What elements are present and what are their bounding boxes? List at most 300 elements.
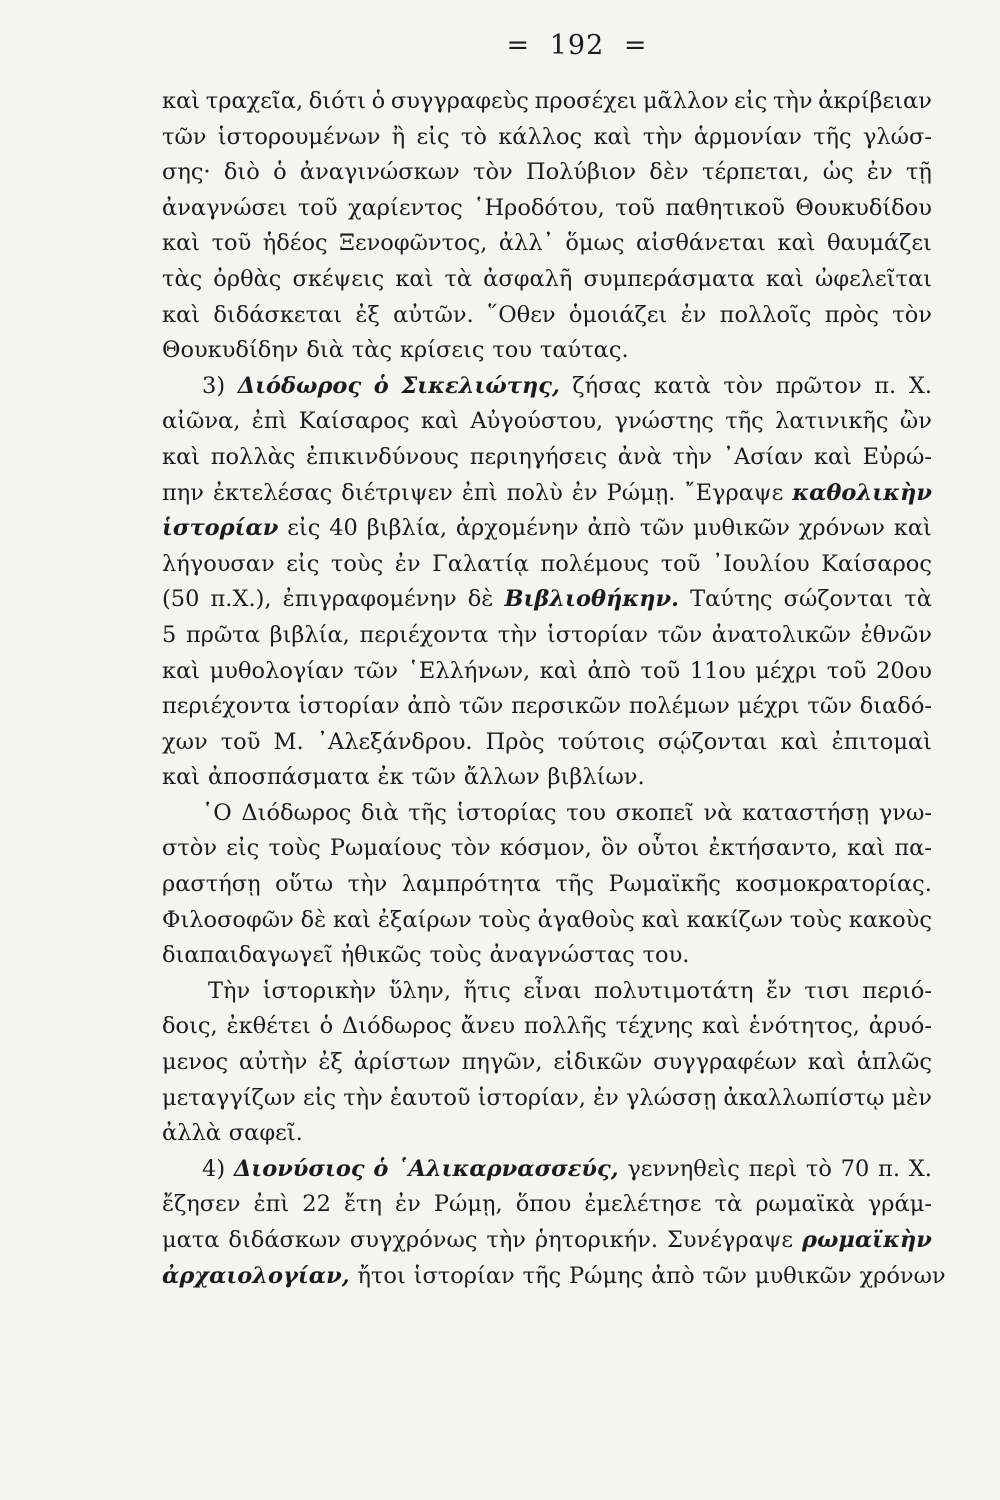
word: ἄλλων xyxy=(463,764,540,791)
word: καὶ xyxy=(777,230,816,257)
word: καὶ xyxy=(765,265,804,292)
word: 4) xyxy=(202,1155,226,1182)
word: πρῶτον xyxy=(775,372,862,399)
word: λήγουσαν xyxy=(162,550,275,577)
word: εἶναι xyxy=(523,977,582,1004)
word: κακοὺς xyxy=(848,906,932,933)
word: ἀλλὰ xyxy=(162,1120,221,1147)
word: ἐν xyxy=(394,550,421,577)
word: τὰς xyxy=(351,337,393,364)
text-line xyxy=(162,226,932,262)
word: χων xyxy=(162,728,208,755)
emphasized-word: καθολικὴν xyxy=(792,479,932,506)
emphasized-word: ῾Αλικαρνασσεύς, xyxy=(397,1155,619,1182)
emphasized-word: Διόδωρος xyxy=(237,372,362,399)
word: δοις, xyxy=(162,1013,218,1040)
text-line xyxy=(162,369,932,405)
word: ὀρθὰς xyxy=(213,265,282,292)
text-line xyxy=(162,689,932,725)
word: εἰδικῶν xyxy=(553,1049,643,1076)
word: ραστήσῃ xyxy=(162,871,261,898)
word: τὴν xyxy=(343,1084,383,1111)
word: διὸ xyxy=(223,159,260,186)
word: Καίσαρος xyxy=(298,408,410,435)
word: καὶ xyxy=(333,906,372,933)
word: τῆς xyxy=(408,799,447,826)
word: τῶν xyxy=(639,515,685,542)
text-line xyxy=(162,725,932,761)
word: τοῦ xyxy=(660,550,701,577)
word: ἐμελέτησε xyxy=(584,1191,702,1218)
word: ἱστορίαν xyxy=(413,1262,515,1289)
word: σαφεῖ. xyxy=(228,1120,303,1147)
word: ἐθνῶν xyxy=(860,621,932,648)
text-line xyxy=(162,333,932,369)
word: τοῦ xyxy=(615,194,655,221)
book-page xyxy=(162,28,946,1294)
word: πολλὰς xyxy=(210,443,296,470)
text-line xyxy=(162,511,932,547)
word: ἱστορικὴν xyxy=(262,977,377,1004)
word: καὶ xyxy=(162,764,201,791)
word: ἐκτήσαντο, xyxy=(708,835,838,862)
text-line xyxy=(162,1116,932,1152)
word: γνώστης xyxy=(614,408,714,435)
text-line xyxy=(162,1045,932,1081)
word: ἁρμονίαν xyxy=(693,123,802,150)
word: ἔζησεν xyxy=(162,1191,241,1218)
text-line xyxy=(162,903,932,939)
word: τέρπεται, xyxy=(702,159,810,186)
word: Τὴν xyxy=(208,977,251,1004)
word: Διόδωρος xyxy=(342,1013,452,1040)
word: θαυμάζει xyxy=(826,230,932,257)
word: δὲ xyxy=(300,906,327,933)
word: αὐτὴν xyxy=(238,1049,308,1076)
word: ἱστορίας xyxy=(456,799,557,826)
word: πρὸς xyxy=(824,301,879,328)
word: ἐξ xyxy=(355,301,380,328)
word: γνω- xyxy=(878,799,932,826)
word: συγχρόνως xyxy=(349,1227,478,1253)
word: παθητικοῦ xyxy=(665,194,785,221)
word: αὐτῶν. xyxy=(393,301,474,328)
word: καὶ xyxy=(641,906,680,933)
word: τὴν xyxy=(642,123,683,150)
word: τῶν xyxy=(411,764,457,791)
word: ἀρυό- xyxy=(868,1013,932,1040)
word: χαρίεντος xyxy=(347,194,463,221)
word: τοὺς xyxy=(268,835,321,862)
word: ὢν xyxy=(899,408,932,435)
word: μενος xyxy=(162,1049,229,1076)
word: γλώσσῃ xyxy=(625,1084,717,1111)
word: εἰς xyxy=(226,835,260,862)
word: τὰ xyxy=(444,265,473,292)
word: ἀρχομένην xyxy=(455,515,579,542)
word: ῾Ηροδότου, xyxy=(473,194,605,221)
word: σης· xyxy=(162,159,211,186)
word: ταύτας. xyxy=(539,337,629,364)
emphasized-word: ἀρχαιολογίαν, xyxy=(162,1262,350,1289)
word: τοῦ xyxy=(640,657,681,684)
word: καὶ xyxy=(893,515,932,542)
word: ἠθικῶς xyxy=(340,942,422,969)
word: τισι xyxy=(804,977,850,1004)
word: τοῦ xyxy=(297,194,338,221)
word: διδάσκεται xyxy=(213,301,343,328)
word: ἀπὸ xyxy=(407,693,451,720)
text-line xyxy=(162,476,932,512)
word: ῾Ο xyxy=(202,799,232,826)
text-line xyxy=(162,1187,932,1223)
word: κρίσεις xyxy=(399,337,485,364)
word: τῆς xyxy=(813,123,852,150)
word: γλώσ- xyxy=(862,123,932,150)
word: ἐν xyxy=(680,301,707,328)
word: τὰς xyxy=(162,265,203,292)
word: τῶν xyxy=(807,693,852,720)
word: ᾿Ασίαν xyxy=(722,443,804,470)
word: ἐπιτομαὶ xyxy=(831,728,932,755)
word: Ρώμῃ, xyxy=(433,1191,503,1218)
word: δὲ xyxy=(467,586,494,613)
text-body xyxy=(162,84,946,1294)
word: του xyxy=(492,337,533,364)
word: Γαλατίᾳ xyxy=(432,550,529,577)
word: τῶν xyxy=(458,693,504,720)
word: τῆς xyxy=(725,408,764,435)
word: τὸν xyxy=(450,835,491,862)
word: εἰς xyxy=(287,515,321,542)
word: ἀναγνώστας xyxy=(489,942,635,969)
word: ἐξ xyxy=(318,1049,343,1076)
word: πολλῆς xyxy=(523,1013,607,1040)
paragraph xyxy=(162,974,932,1152)
word: λατινικῆς xyxy=(775,408,889,435)
word: πολέμων xyxy=(628,693,730,720)
word: ἱστορίαν, xyxy=(477,1084,586,1111)
word: ἐκτελέσας xyxy=(212,479,333,506)
text-line xyxy=(162,155,932,191)
text-line xyxy=(162,547,932,583)
word: καὶ xyxy=(420,408,460,435)
word: Χ. xyxy=(908,1155,932,1182)
text-line xyxy=(162,974,932,1010)
word: ἱστορίαν xyxy=(298,693,400,720)
word: Πρὸς xyxy=(485,728,545,755)
word: ὁ xyxy=(319,1013,334,1040)
word: ὁμοιάζει xyxy=(568,301,668,328)
word: καὶ xyxy=(701,1013,741,1040)
page-number-right-rule: = xyxy=(623,30,648,61)
word: Ρωμαϊκῆς xyxy=(608,871,721,898)
word: ὃν xyxy=(600,835,629,862)
text-line xyxy=(162,84,932,120)
word: π. xyxy=(874,372,897,399)
word: ἀπὸ xyxy=(651,1262,695,1289)
word: μᾶλλον xyxy=(642,88,729,114)
text-line xyxy=(162,1259,946,1295)
text-line xyxy=(162,191,932,227)
word: σῴζονται xyxy=(657,728,768,755)
word: Ταύτης xyxy=(690,586,773,613)
word: π. xyxy=(878,1155,900,1182)
word: ῾Ελλήνων, xyxy=(407,657,531,684)
word: καὶ xyxy=(395,265,434,292)
word: περιέχοντα xyxy=(162,693,291,720)
word: βιβλία, xyxy=(366,515,447,542)
word: καὶ xyxy=(162,88,201,114)
word: κακίζων xyxy=(686,906,783,933)
word: πηγῶν, xyxy=(461,1049,543,1076)
word: 70 xyxy=(840,1155,870,1182)
word: διὰ xyxy=(361,799,399,826)
text-line xyxy=(162,760,932,796)
word: ρωμαϊκὰ xyxy=(755,1191,855,1218)
word: λαμπρότητα xyxy=(401,871,541,898)
word: τοὺς xyxy=(789,906,842,933)
word: ὁ xyxy=(371,88,386,114)
word: μυθολογίαν xyxy=(209,657,345,684)
word: ἱστορουμένων xyxy=(217,123,381,150)
word: ἢ xyxy=(391,123,406,150)
word: νὰ xyxy=(703,799,733,826)
text-line xyxy=(162,1081,932,1117)
word: ἐν xyxy=(571,479,598,506)
word: μυθικῶν xyxy=(693,515,790,542)
word: εἰς xyxy=(302,1084,337,1111)
emphasized-word: ρωμαϊκὴν xyxy=(802,1227,932,1253)
word: καὶ xyxy=(162,230,201,257)
word: διαπαιδαγωγεῖ xyxy=(162,942,333,969)
word: ἀκρίβειαν xyxy=(818,88,932,114)
word: τοῦ xyxy=(220,728,261,755)
emphasized-word: Διονύσιος xyxy=(233,1155,365,1182)
word: στὸν xyxy=(162,835,218,862)
word: ὕλην, xyxy=(388,977,451,1004)
word: τοὺς xyxy=(478,906,531,933)
text-line xyxy=(162,796,932,832)
word: τὴν xyxy=(497,621,538,648)
text-line xyxy=(162,867,932,903)
word: 20ου xyxy=(876,657,932,684)
page-number-left-rule: = xyxy=(506,30,531,61)
word: εἰς xyxy=(416,123,450,150)
word: κατὰ xyxy=(653,372,711,399)
word: ἤτοι xyxy=(357,1262,406,1289)
word: Διόδωρος xyxy=(241,799,352,826)
word: ἐπὶ xyxy=(253,1191,290,1218)
paragraph xyxy=(162,84,932,369)
word: δὲν xyxy=(649,159,689,186)
word: περιέχοντα xyxy=(359,621,489,648)
word: περσικῶν xyxy=(511,693,622,720)
word: ζήσας xyxy=(572,372,642,399)
word: ἀκαλλωπίστῳ xyxy=(723,1084,885,1111)
word: καὶ xyxy=(162,657,201,684)
word: 5 xyxy=(162,621,177,648)
word: διότι xyxy=(308,88,366,114)
word: βιβλία, xyxy=(269,621,350,648)
word: τὸ xyxy=(805,1155,832,1182)
emphasized-word: ὁ xyxy=(373,372,389,399)
word: γράμ- xyxy=(867,1191,932,1218)
word: τῶν xyxy=(702,1262,747,1289)
word: Μ. xyxy=(273,728,304,755)
word: ἐξαίρων xyxy=(377,906,472,933)
word: πα- xyxy=(894,835,932,862)
word: αἰσθάνεται xyxy=(635,230,766,257)
word: τῶν xyxy=(657,621,703,648)
word: Ρώμης xyxy=(569,1262,644,1289)
word: Συνέγραψε xyxy=(666,1227,794,1253)
word: τὰ xyxy=(714,1191,743,1218)
word: ἀποσπάσματα xyxy=(207,764,370,791)
word: ἀσφαλῆ xyxy=(483,265,573,292)
word: τοὺς xyxy=(429,942,482,969)
word: ἡδέος xyxy=(262,230,328,257)
word: ματα xyxy=(162,1227,220,1253)
word: ἐν xyxy=(866,159,893,186)
word: ἐπιγραφομένην xyxy=(282,586,457,613)
word: συγγραφέων xyxy=(653,1049,797,1076)
word: ὅμως xyxy=(565,230,625,257)
word: ἀνὰ xyxy=(617,443,662,470)
text-line xyxy=(162,440,932,476)
word: Θουκυδίδου xyxy=(795,194,932,221)
word: τὸν xyxy=(723,372,764,399)
word: (50 xyxy=(162,586,200,613)
emphasized-word: ὁ xyxy=(373,1155,389,1182)
word: Φιλοσοφῶν xyxy=(162,906,294,933)
word: πρῶτα xyxy=(185,621,260,648)
word: ἔν xyxy=(765,977,792,1004)
word: ἐν xyxy=(593,1084,619,1111)
word: τὰ xyxy=(904,586,932,613)
text-line xyxy=(162,120,932,156)
word: τραχεῖα, xyxy=(205,88,304,114)
word: ἀπὸ xyxy=(587,657,631,684)
word: ἑαυτοῦ xyxy=(389,1084,471,1111)
word: 3) xyxy=(202,372,226,399)
word: τῶν xyxy=(162,123,207,150)
word: π.Χ.), xyxy=(210,586,272,613)
text-line xyxy=(162,831,932,867)
word: συγγραφεὺς xyxy=(390,88,529,114)
word: ἥτις xyxy=(463,977,511,1004)
word: ὠφελεῖται xyxy=(815,265,932,292)
word: Εὐρώ- xyxy=(862,443,932,470)
word: Θουκυδίδην xyxy=(162,337,299,364)
word: μεταγγίζων xyxy=(162,1084,296,1111)
word: ὁ xyxy=(273,159,287,186)
text-line xyxy=(162,654,932,690)
word: Ρώμῃ. xyxy=(606,479,676,506)
word: κοσμοκρατορίας. xyxy=(735,871,932,898)
word: τὴν xyxy=(772,88,813,114)
word: προσέχει xyxy=(534,88,638,114)
paragraph xyxy=(162,796,932,974)
word: περιηγήσεις xyxy=(469,443,608,470)
word: καὶ xyxy=(780,728,819,755)
word: ὅπου xyxy=(515,1191,572,1218)
word: Χ. xyxy=(908,372,932,399)
word: ἀλλ᾿ xyxy=(498,230,554,257)
word: εἰς xyxy=(286,550,320,577)
word: πολὺ xyxy=(506,479,563,506)
page-number-header xyxy=(222,28,932,64)
word: ῞Οθεν xyxy=(486,301,556,328)
word: ἐν xyxy=(395,1191,421,1218)
word: ἀρίστων xyxy=(353,1049,451,1076)
word: ῥητορικήν. xyxy=(534,1227,659,1253)
word: Καίσαρος xyxy=(821,550,932,577)
word: του. xyxy=(642,942,690,969)
word: Ξενοφῶντος, xyxy=(339,230,488,257)
text-line xyxy=(162,1152,932,1188)
word: ἱστορίαν xyxy=(546,621,649,648)
word: τέχνης xyxy=(615,1013,694,1040)
word: ἀγαθοὺς xyxy=(537,906,635,933)
word: 22 xyxy=(302,1191,331,1218)
word: πολέμους xyxy=(540,550,650,577)
word: οὗτοι xyxy=(637,835,700,862)
word: περιό- xyxy=(862,977,932,1004)
word: σκέψεις xyxy=(292,265,385,292)
text-line xyxy=(162,1009,932,1045)
word: καὶ xyxy=(813,443,853,470)
word: 40 xyxy=(329,515,358,542)
word: ἐπὶ xyxy=(251,408,288,435)
word: διδάσκων xyxy=(228,1227,341,1253)
word: μέχρι xyxy=(737,693,800,720)
word: περὶ xyxy=(748,1155,798,1182)
page-number: 192 xyxy=(549,30,605,61)
word: οὕτω xyxy=(275,871,334,898)
word: τῶν xyxy=(353,657,399,684)
word: τὸν xyxy=(473,159,513,186)
word: καὶ xyxy=(162,443,201,470)
text-line xyxy=(162,618,932,654)
word: κόσμον, xyxy=(499,835,592,862)
word: ἀναγινώσκων xyxy=(299,159,460,186)
word: αἰῶνα, xyxy=(162,408,241,435)
word: ᾿Ιουλίου xyxy=(711,550,810,577)
word: πην xyxy=(162,479,204,506)
word: ἑνότητος, xyxy=(748,1013,860,1040)
word: τὸ xyxy=(460,123,487,150)
word: καὶ xyxy=(162,301,201,328)
word: ἐκ xyxy=(377,764,404,791)
text-line xyxy=(162,404,932,440)
word: μέχρι xyxy=(755,657,818,684)
text-line xyxy=(162,298,932,334)
word: χρόνων xyxy=(798,515,885,542)
emphasized-word: Βιβλιοθήκην. xyxy=(504,586,679,613)
word: σώζονται xyxy=(783,586,894,613)
word: ἐπικινδύνους xyxy=(306,443,460,470)
word: ἐπὶ xyxy=(461,479,498,506)
word: ἐκθέτει xyxy=(226,1013,311,1040)
text-line xyxy=(162,1223,932,1259)
word: πολυτιμοτάτη xyxy=(594,977,754,1004)
paragraph xyxy=(162,1152,946,1294)
emphasized-word: ἱστορίαν xyxy=(162,515,279,542)
word: τῇ xyxy=(905,159,932,186)
word: τοὺς xyxy=(330,550,384,577)
word: τούτοις xyxy=(557,728,645,755)
